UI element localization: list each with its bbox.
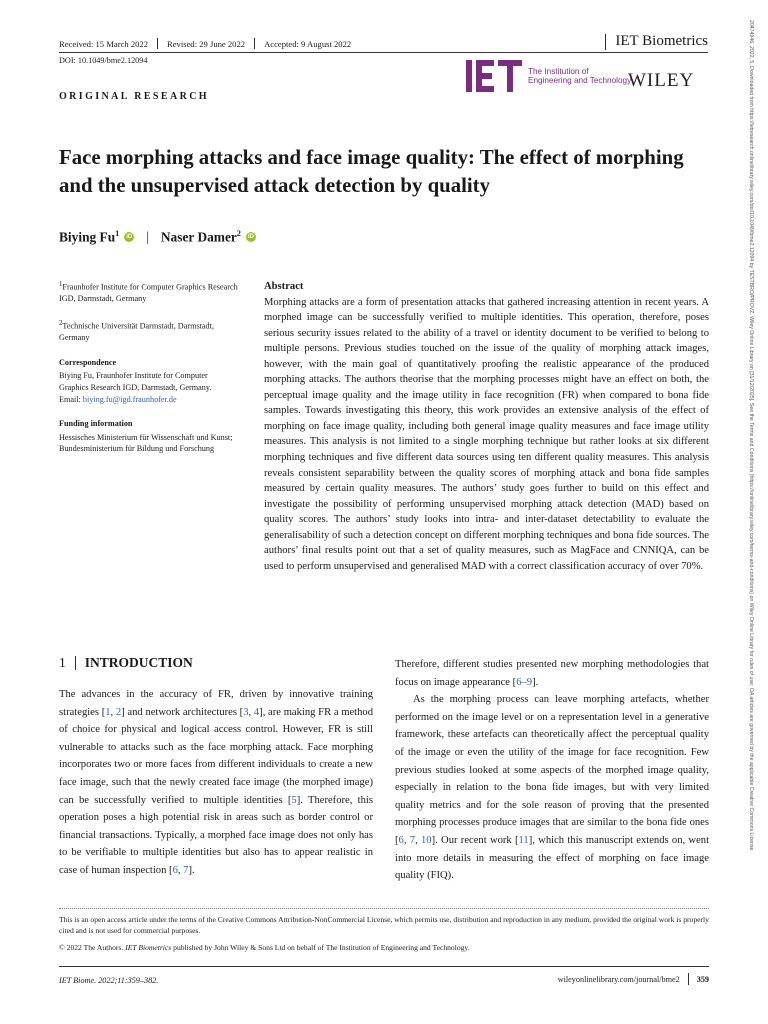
journal-bar <box>605 34 607 50</box>
iet-name <box>528 67 631 85</box>
doi[interactable]: DOI: 10.1049/bme2.12094 <box>59 56 148 65</box>
iet-logo-icon <box>466 60 522 92</box>
page-number: 359 <box>696 974 709 984</box>
correspondence-heading: Correspondence <box>59 357 117 367</box>
email-link[interactable]: biying.fu@igd.fraunhofer.de <box>82 394 177 404</box>
paragraph: The advances in the accuracy of FR, driven by innovative training strategies [1, 2] and network architectures [3, 4], are making FR a method of choice for physical and logical access control. However, FR is still vulnerable to attacks such as the face morphing attack. Face morphing incorporates two or more faces from different individuals to create a new face image, such that the newly created face image (the morphed image) can be successfully verified to multiple identities [5]. Therefore, this operation poses a high potential risk in areas such as border control or financial transactions. Typically, a morphed face image does not only has to be verifiable to multiple identities but also has to appear realistic in case of human inspection [6, 7]. <box>59 689 374 876</box>
funding <box>59 418 239 455</box>
abstract <box>264 279 709 574</box>
correspondence-text: Biying Fu, Fraunhofer Institute for Computer Graphics Research IGD, Darmstadt, Germany. <box>59 371 212 393</box>
paragraph: As the morphing process can leave morphing artefacts, whether performed on the image level or on a representation level in a generative framework, these artefacts can theoretically affect the perceptual quality of the image or even the utility of the image for face recognition. Few previous studies looked at some aspects of the morphed image quality, especially in relation to the bona fide images, but with very limited quality metrics and for the sole reason of proving that the presented morphing processes produce images that are similar to the bona fide ones [6, 7, 10]. Our recent work [11], which this manuscript extends on, went into more details in measuring the effect of morphing on face image quality (FIQ). <box>395 694 710 882</box>
author-2[interactable]: Naser Damer$^2$ <box>160 229 241 245</box>
footnote <box>59 914 709 959</box>
journal-title: IET Biometrics <box>615 33 708 49</box>
citation-link[interactable]: 7 <box>409 834 416 846</box>
abstract-text: Morphing attacks are a form of presentation attacks that gathered increasing attention in recent years. A morphed image can be successfully verified to multiple identities. This operation, therefore, poses serious security issues related to the ability of a travel or identity document to be verified to belong to multiple persons. Previous studies touched on the issue of the quality of morphing attack images, however, with the main goal of quantitatively proofing the realistic appearance of the produced morphing attacks. The authors theorise that the morphing processes might have an effect on both, the perceptual image quality and the image utility in face recognition (FR) when compared to bona fide samples. Towards investigating this theory, this work provides an extensive analysis of the effect of morphing on face image quality, including both general image quality measures and face image utility measures. This analysis is not limited to a single morphing technique but rather looks at six different morphing techniques and five different data sources using ten different quality measures. This analysis reveals consistent separability between the quality scores of morphing attack and bona fide samples measured by certain quality measures. The authors’ study goes further to build on this effect and investigate the possibility of performing unsupervised morphing attack detection (MAD) based on quality scores. The authors’ study looks into intra- and inter-dataset detectability to evaluate the generalisability of such a detection concept on different morphing techniques and bona fide sources. The authors’ final results point out that a set of quality measures, such as MagFace and CNNIQA, can be used to perform unsupervised and generalised MAD with a correct classification accuracy of over 70%. <box>264 296 709 572</box>
section-heading <box>59 655 193 671</box>
citation-link[interactable]: 7 <box>183 864 189 876</box>
citation-link[interactable]: 1 <box>105 706 111 718</box>
citation-link[interactable]: 5 <box>291 794 297 806</box>
footer-divider <box>688 973 689 985</box>
author-divider: | <box>146 229 149 245</box>
correspondence <box>59 357 239 405</box>
section-divider <box>75 656 76 670</box>
citation-link[interactable]: 6 <box>172 864 178 876</box>
download-notice-text: 20474946, 2022, 5, Downloaded from https://ietresearch.onlinelibrary.wiley.com/doi/10.1049/bme2.12094 by TESTBRO/PROVZ, Wiley Online Library on [31/12/2025]. See the Terms and Conditions (https://onlinelibrary.wiley.com/terms-and-conditions) on Wiley Online Library for rules of use; OA articles are governed by the applicable Creative Commons License <box>748 20 754 851</box>
download-notice <box>744 20 756 1010</box>
orcid-icon[interactable]: iD <box>247 234 254 241</box>
orcid-icon[interactable]: iD <box>126 234 133 241</box>
citation-link[interactable]: 6–9 <box>516 676 533 688</box>
iet-name-line1: The Institution of <box>528 67 589 76</box>
journal-url[interactable]: wileyonlinelibrary.com/journal/bme2 <box>557 974 680 984</box>
affiliation-1: $^1$Fraunhofer Institute for Computer Graphics Research IGD, Darmstadt, Germany <box>59 281 238 304</box>
revised-date: Revised: 29 June 2022 <box>167 38 246 49</box>
iet-logo <box>466 60 631 92</box>
citation-link[interactable]: 2 <box>115 706 122 718</box>
wiley-logo: WILEY <box>628 70 695 91</box>
accepted-date: Accepted: 9 August 2022 <box>264 38 352 49</box>
date-divider <box>157 38 158 49</box>
journal-name <box>605 33 708 50</box>
citation-line: IET Biome. 2022;11:359–382. <box>59 976 159 985</box>
footnote-rule <box>59 908 709 909</box>
citation-link[interactable]: 4 <box>253 706 260 718</box>
iet-name-line2: Engineering and Technology <box>528 76 632 85</box>
email-line: Email: biying.fu@igd.fraunhofer.de <box>59 394 177 404</box>
funding-heading: Funding information <box>59 419 133 429</box>
received-date: Received: 15 March 2022 <box>59 38 149 49</box>
article-title: Face morphing attacks and face image quality: The effect of morphing and the unsupervised attack detection by quality <box>59 146 684 197</box>
paragraph: Therefore, different studies presented new morphing methodologies that focus on image appearance [6–9]. <box>395 659 709 688</box>
date-divider <box>254 38 255 49</box>
sidebar <box>59 279 239 468</box>
author-1[interactable]: Biying Fu$^1$ <box>59 229 120 245</box>
section-title: INTRODUCTION <box>84 655 193 670</box>
copyright-text: © 2022 The Authors. IET Biometrics published by John Wiley & Sons Ltd on behalf of The Institution of Engineering and Technology. <box>59 943 470 952</box>
license-text: This is an open access article under the terms of the Creative Commons Attribution-NonCommercial License, which permits use, distribution and reproduction in any medium, provided the original work is properly cited and is not used for commercial purposes. <box>59 915 709 935</box>
citation-link[interactable]: 3 <box>243 706 249 718</box>
body-column-left <box>59 686 373 880</box>
affiliation-2: $^2$Technische Universität Darmstadt, Darmstadt, Germany <box>59 319 214 343</box>
body-column-right <box>395 656 709 885</box>
abstract-heading: Abstract <box>264 281 304 292</box>
section-number: 1 <box>59 655 66 670</box>
page-footer <box>558 973 709 985</box>
citation-link[interactable]: 6 <box>398 834 404 846</box>
author-list <box>59 229 256 245</box>
citation-link[interactable]: 10 <box>421 834 432 846</box>
citation-link[interactable]: 11 <box>518 834 529 846</box>
bottom-rule <box>59 966 709 967</box>
article-dates <box>59 38 351 49</box>
article-type: ORIGINAL RESEARCH <box>59 91 209 102</box>
header-rule <box>59 52 708 53</box>
funding-text: Hessisches Ministerium für Wissenschaft und Kunst; Bundesministerium für Bildung und Forschung <box>59 432 233 454</box>
